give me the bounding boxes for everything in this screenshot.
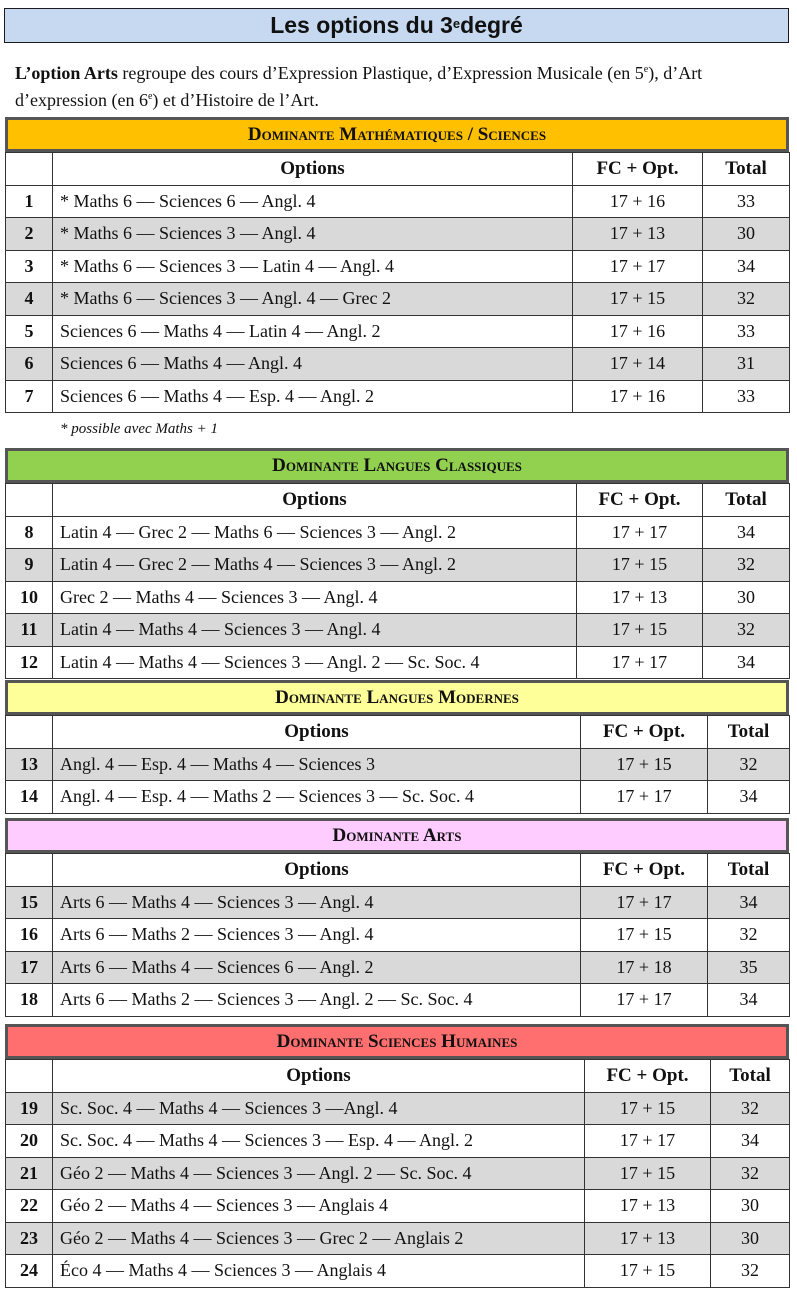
row-total: 34 [708,886,790,919]
table-row [6,646,790,679]
table-row [6,315,790,348]
row-options: Latin 4 — Maths 4 — Sciences 3 — Angl. 4 [53,614,577,647]
section-header: Dominante Mathématiques / Sciences [5,117,789,152]
row-number: 4 [6,283,53,316]
header-num [6,716,53,749]
row-number: 5 [6,315,53,348]
options-table [5,1059,790,1288]
table-row [6,1125,790,1158]
header-total: Total [708,716,790,749]
row-options: Géo 2 — Maths 4 — Sciences 3 — Angl. 2 — Sc. Soc. 4 [53,1157,585,1190]
row-fc-opt: 17 + 17 [581,984,708,1017]
row-number: 1 [6,185,53,218]
row-options: Arts 6 — Maths 4 — Sciences 3 — Angl. 4 [53,886,581,919]
header-options: Options [53,484,577,517]
row-fc-opt: 17 + 15 [581,919,708,952]
row-total: 33 [703,185,790,218]
section-header: Dominante Sciences Humaines [5,1024,789,1059]
row-options: Grec 2 — Maths 4 — Sciences 3 — Angl. 4 [53,581,577,614]
table-row [6,581,790,614]
intro-paragraph [15,58,790,112]
table-header-row [6,854,790,887]
row-options: * Maths 6 — Sciences 3 — Angl. 4 — Grec 2 [53,283,573,316]
section-header: Dominante Langues Modernes [5,680,789,715]
header-num [6,854,53,887]
row-options: * Maths 6 — Sciences 3 — Latin 4 — Angl. 4 [53,250,573,283]
row-fc-opt: 17 + 13 [577,581,703,614]
page-title-suffix: degré [460,12,523,38]
header-options: Options [53,716,581,749]
header-options: Options [53,854,581,887]
row-number: 19 [6,1092,53,1125]
row-total: 33 [703,380,790,413]
row-fc-opt: 17 + 15 [573,283,703,316]
table-row [6,283,790,316]
options-table [5,853,790,1017]
row-options: Éco 4 — Maths 4 — Sciences 3 — Anglais 4 [53,1255,585,1288]
row-number: 23 [6,1222,53,1255]
row-total: 32 [703,283,790,316]
row-fc-opt: 17 + 17 [581,886,708,919]
row-total: 32 [708,919,790,952]
page-title-text: Les options du 3 [270,12,453,38]
row-options: Arts 6 — Maths 2 — Sciences 3 — Angl. 4 [53,919,581,952]
row-number: 6 [6,348,53,381]
row-fc-opt: 17 + 15 [577,614,703,647]
intro-part3: ) et d’Histoire de l’Art. [152,90,319,110]
section-sciences [5,117,789,413]
row-fc-opt: 17 + 13 [585,1190,711,1223]
row-fc-opt: 17 + 14 [573,348,703,381]
row-number: 22 [6,1190,53,1223]
row-fc-opt: 17 + 17 [577,646,703,679]
table-row [6,781,790,814]
row-fc-opt: 17 + 16 [573,315,703,348]
row-total: 33 [703,315,790,348]
table-row [6,348,790,381]
row-options: Sciences 6 — Maths 4 — Angl. 4 [53,348,573,381]
options-table [5,715,790,814]
header-options: Options [53,1060,585,1093]
row-number: 11 [6,614,53,647]
row-total: 34 [703,646,790,679]
header-total: Total [703,484,790,517]
table-header-row [6,484,790,517]
row-total: 34 [708,984,790,1017]
row-total: 34 [708,781,790,814]
row-fc-opt: 17 + 15 [585,1157,711,1190]
header-options: Options [53,153,573,186]
header-total: Total [703,153,790,186]
row-number: 3 [6,250,53,283]
row-options: Géo 2 — Maths 4 — Sciences 3 — Grec 2 — Anglais 2 [53,1222,585,1255]
table-row [6,516,790,549]
table-row [6,748,790,781]
row-number: 14 [6,781,53,814]
row-number: 17 [6,951,53,984]
row-total: 30 [703,218,790,251]
header-fc: FC + Opt. [573,153,703,186]
row-number: 24 [6,1255,53,1288]
header-num [6,153,53,186]
row-fc-opt: 17 + 13 [573,218,703,251]
row-options: Arts 6 — Maths 4 — Sciences 6 — Angl. 2 [53,951,581,984]
row-total: 30 [711,1222,790,1255]
section-classiques [5,448,789,679]
row-total: 32 [703,549,790,582]
intro-part2: ), d’Art d’expression (en 6 [15,63,703,110]
row-total: 32 [708,748,790,781]
row-options: Angl. 4 — Esp. 4 — Maths 2 — Sciences 3 — Sc. Soc. 4 [53,781,581,814]
table-header-row [6,716,790,749]
row-options: * Maths 6 — Sciences 6 — Angl. 4 [53,185,573,218]
row-fc-opt: 17 + 17 [585,1125,711,1158]
section-header: Dominante Arts [5,818,789,853]
row-options: Sc. Soc. 4 — Maths 4 — Sciences 3 —Angl. 4 [53,1092,585,1125]
header-fc: FC + Opt. [577,484,703,517]
row-number: 9 [6,549,53,582]
row-fc-opt: 17 + 18 [581,951,708,984]
row-total: 32 [711,1092,790,1125]
row-options: Sciences 6 — Maths 4 — Latin 4 — Angl. 2 [53,315,573,348]
row-fc-opt: 17 + 17 [573,250,703,283]
section-arts [5,818,789,1017]
row-total: 31 [703,348,790,381]
row-total: 30 [711,1190,790,1223]
row-fc-opt: 17 + 17 [581,781,708,814]
intro-bold: L’option Arts [15,63,118,83]
row-number: 16 [6,919,53,952]
row-options: * Maths 6 — Sciences 3 — Angl. 4 [53,218,573,251]
row-total: 32 [711,1255,790,1288]
section-modernes [5,680,789,814]
row-options: Latin 4 — Grec 2 — Maths 4 — Sciences 3 — Angl. 2 [53,549,577,582]
options-table [5,152,790,413]
row-fc-opt: 17 + 17 [577,516,703,549]
row-number: 18 [6,984,53,1017]
row-options: Arts 6 — Maths 2 — Sciences 3 — Angl. 2 — Sc. Soc. 4 [53,984,581,1017]
table-row [6,886,790,919]
intro-sup2: e [147,91,153,102]
row-number: 10 [6,581,53,614]
section-header: Dominante Langues Classiques [5,448,789,483]
intro-sup1: e [643,64,649,75]
header-fc: FC + Opt. [585,1060,711,1093]
options-table [5,483,790,679]
row-total: 34 [703,250,790,283]
table-row [6,218,790,251]
row-number: 12 [6,646,53,679]
sciences-footnote: * possible avec Maths + 1 [60,421,219,437]
row-options: Latin 4 — Maths 4 — Sciences 3 — Angl. 2 — Sc. Soc. 4 [53,646,577,679]
row-options: Sciences 6 — Maths 4 — Esp. 4 — Angl. 2 [53,380,573,413]
table-row [6,1092,790,1125]
table-row [6,1190,790,1223]
table-row [6,1255,790,1288]
table-row [6,919,790,952]
table-header-row [6,153,790,186]
header-num [6,484,53,517]
row-number: 2 [6,218,53,251]
row-total: 32 [703,614,790,647]
row-fc-opt: 17 + 16 [573,380,703,413]
table-row [6,984,790,1017]
table-header-row [6,1060,790,1093]
table-row [6,380,790,413]
row-options: Géo 2 — Maths 4 — Sciences 3 — Anglais 4 [53,1190,585,1223]
row-number: 20 [6,1125,53,1158]
row-fc-opt: 17 + 15 [585,1092,711,1125]
table-row [6,250,790,283]
header-total: Total [711,1060,790,1093]
row-total: 34 [711,1125,790,1158]
table-row [6,614,790,647]
row-fc-opt: 17 + 15 [581,748,708,781]
table-row [6,951,790,984]
row-total: 34 [703,516,790,549]
row-total: 30 [703,581,790,614]
row-number: 7 [6,380,53,413]
row-number: 13 [6,748,53,781]
table-row [6,549,790,582]
row-options: Angl. 4 — Esp. 4 — Maths 4 — Sciences 3 [53,748,581,781]
row-options: Sc. Soc. 4 — Maths 4 — Sciences 3 — Esp. 4 — Angl. 2 [53,1125,585,1158]
header-fc: FC + Opt. [581,716,708,749]
row-total: 32 [711,1157,790,1190]
row-number: 15 [6,886,53,919]
row-fc-opt: 17 + 15 [585,1255,711,1288]
header-total: Total [708,854,790,887]
header-fc: FC + Opt. [581,854,708,887]
table-row [6,1157,790,1190]
row-number: 21 [6,1157,53,1190]
header-num [6,1060,53,1093]
intro-part1: regroupe des cours d’Expression Plastique, d’Expression Musicale (en 5 [117,63,644,83]
table-row [6,185,790,218]
row-fc-opt: 17 + 15 [577,549,703,582]
row-fc-opt: 17 + 16 [573,185,703,218]
table-row [6,1222,790,1255]
row-number: 8 [6,516,53,549]
row-options: Latin 4 — Grec 2 — Maths 6 — Sciences 3 — Angl. 2 [53,516,577,549]
section-humaines [5,1024,789,1288]
row-total: 35 [708,951,790,984]
row-fc-opt: 17 + 13 [585,1222,711,1255]
page-title: Les options du 3 $^e$ degré [4,8,789,43]
